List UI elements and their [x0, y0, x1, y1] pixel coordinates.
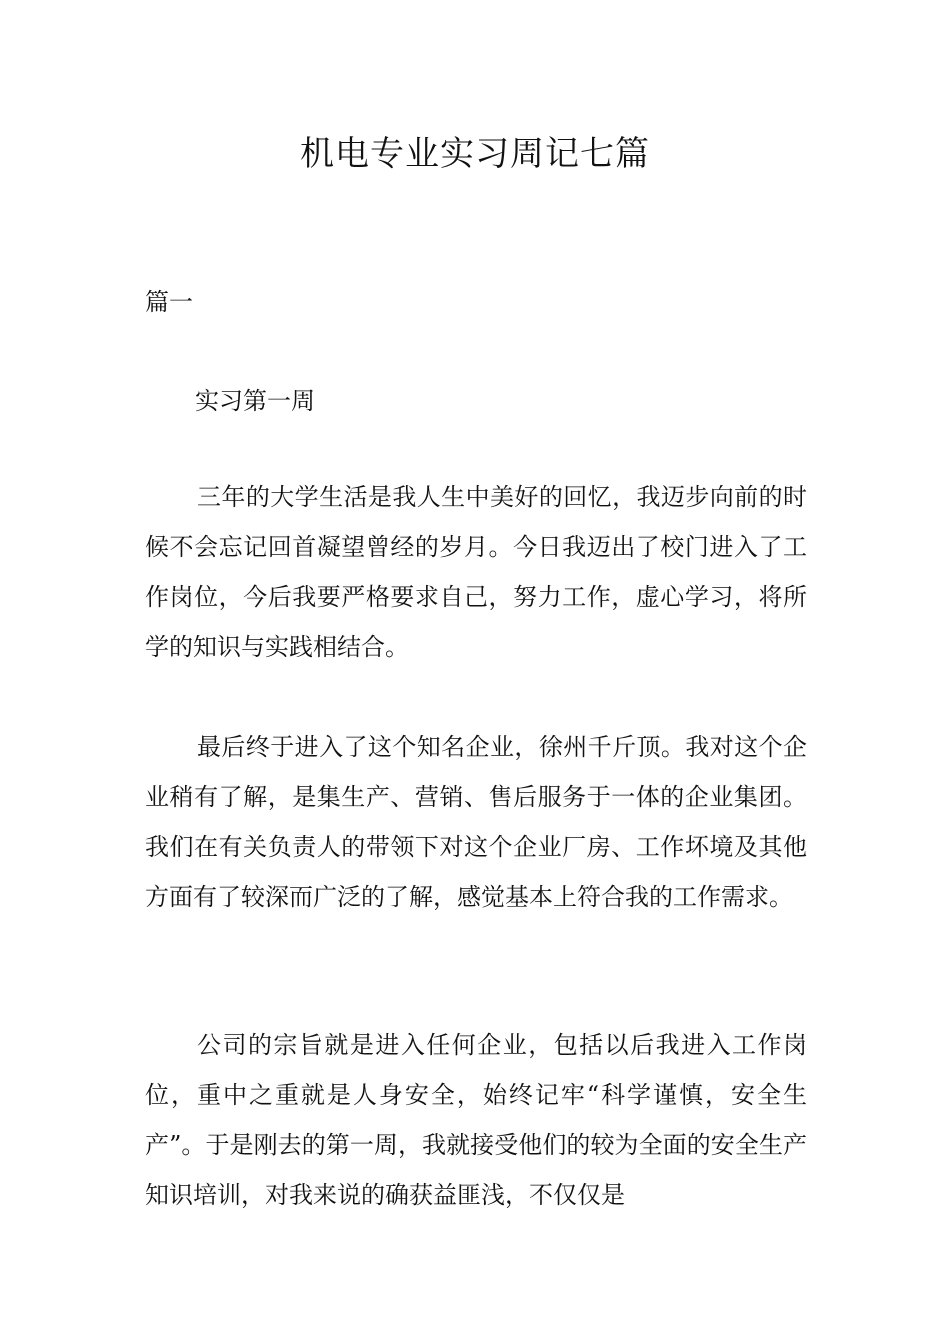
week-heading: 实习第一周 — [195, 387, 315, 415]
paragraph: 三年的大学生活是我人生中美好的回忆，我迈步向前的时候不会忘记回首凝望曾经的岁月。今日我迈出了校门进入了工作岗位，今后我要严格要求自己，努力工作，虚心学习，将所学的知识与实践相结合。 — [145, 483, 807, 661]
document-title: 机电专业实习周记七篇 — [300, 134, 650, 174]
paragraph: 公司的宗旨就是进入任何企业，包括以后我进入工作岗位，重中之重就是人身安全，始终记牢“科学谨慎，安全生产”。于是刚去的第一周，我就接受他们的较为全面的安全生产知识培训，对我来说的确获益匪浅，不仅仅是 — [145, 1031, 807, 1209]
section-label: 篇一 — [145, 288, 193, 316]
paragraph: 最后终于进入了这个知名企业，徐州千斤顶。我对这个企业稍有了解，是集生产、营销、售后服务于一体的企业集团。我们在有关负责人的带领下对这个企业厂房、工作坏境及其他方面有了较深而广泛的了解，感觉基本上符合我的工作需求。 — [145, 733, 807, 911]
